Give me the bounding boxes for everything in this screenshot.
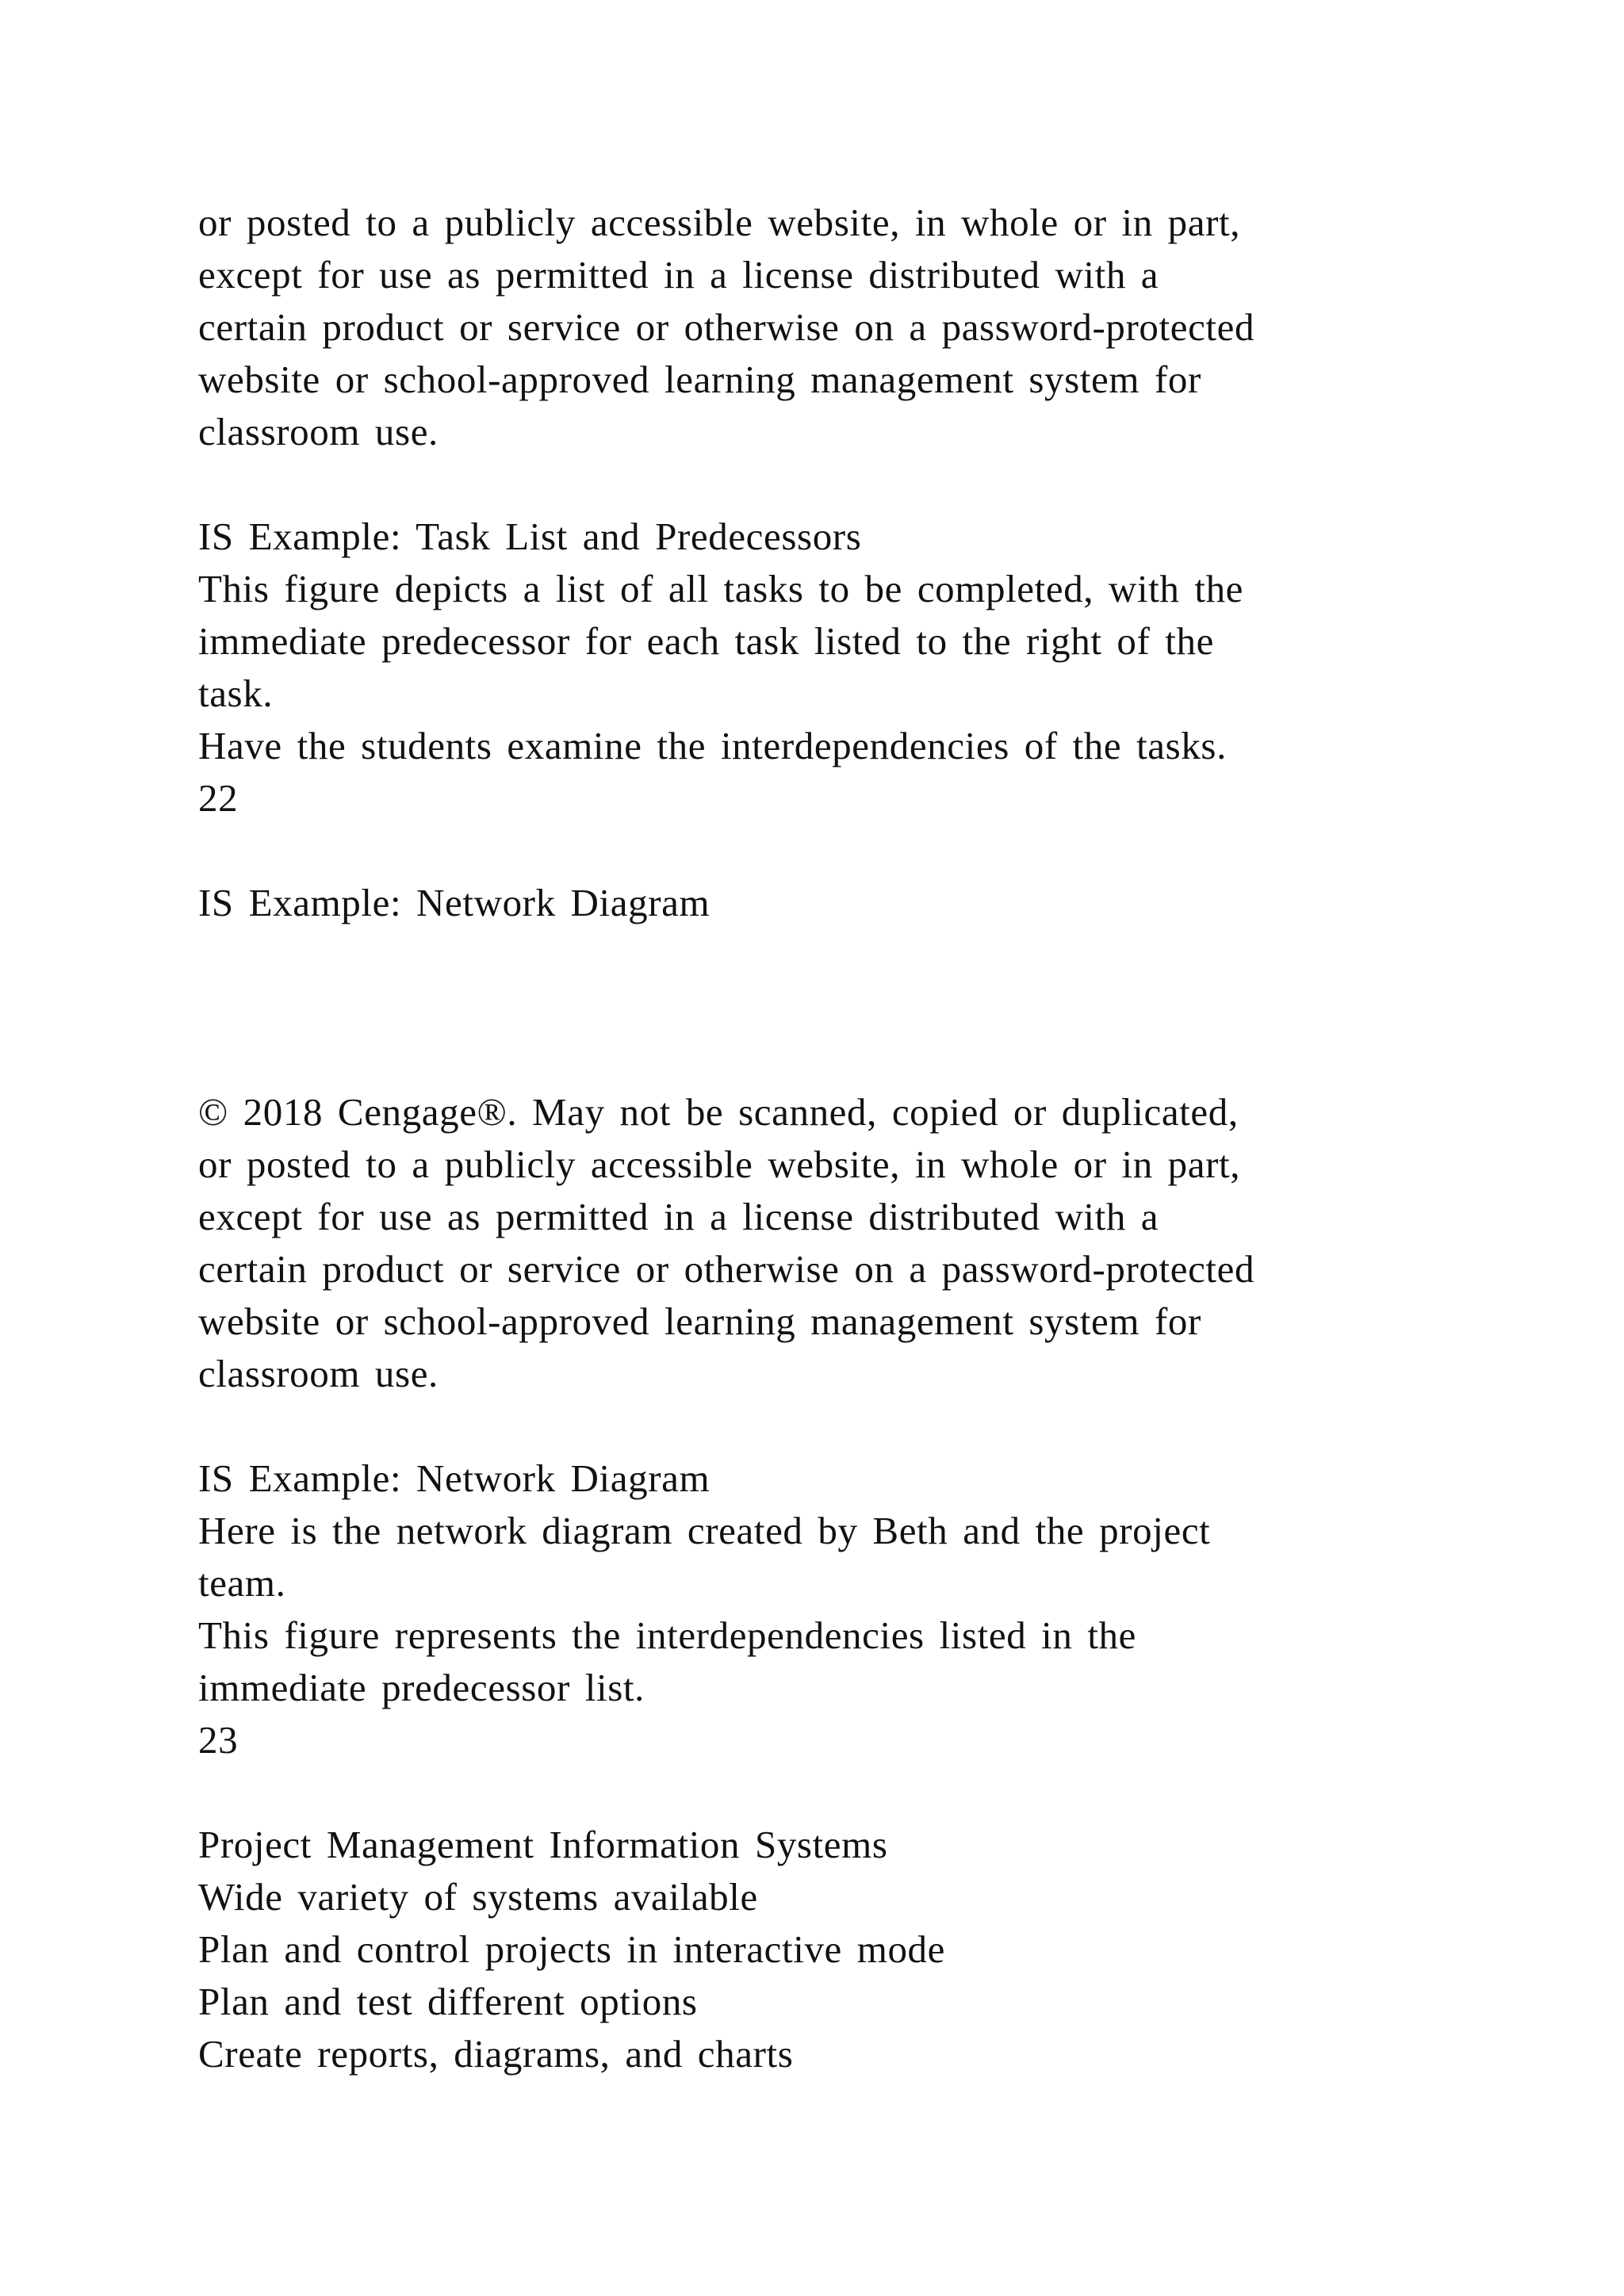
text-line-2: except for use as permitted in a license distributed with a [198,253,1159,297]
text-line-11: Have the students examine the interdependencies of the tasks. [198,724,1227,767]
text-line-1: or posted to a publicly accessible website, in whole or in part, [198,201,1241,244]
section-heading-pmis: Project Management Information Systems [198,1823,888,1866]
bullet-line-2: Plan and control projects in interactive mode [198,1927,946,1971]
section-heading-network-diagram-2: IS Example: Network Diagram [198,1456,710,1500]
text-line-8: This figure depicts a list of all tasks to be completed, with the [198,567,1244,610]
text-line-5: classroom use. [198,410,439,453]
text-line-3: certain product or service or otherwise on a password-protected [198,305,1255,349]
text-line-21: certain product or service or otherwise on a password-protected [198,1247,1255,1291]
bullet-line-1: Wide variety of systems available [198,1875,758,1919]
page-number-22: 22 [198,776,239,820]
text-line-10: task. [198,672,274,715]
text-line-27: team. [198,1561,286,1605]
text-line-22: website or school-approved learning management system for [198,1299,1201,1343]
bullet-line-3: Plan and test different options [198,1980,698,2023]
page-number-23: 23 [198,1718,239,1762]
bullet-line-4: Create reports, diagrams, and charts [198,2032,794,2076]
text-line-23: classroom use. [198,1352,439,1395]
text-line-20: except for use as permitted in a license distributed with a [198,1195,1159,1238]
text-line-26: Here is the network diagram created by Beth and the project [198,1509,1211,1552]
section-heading-task-list: IS Example: Task List and Predecessors [198,515,862,558]
text-line-19: or posted to a publicly accessible website, in whole or in part, [198,1142,1241,1186]
text-line-29: immediate predecessor list. [198,1666,645,1709]
text-line-28: This figure represents the interdependencies listed in the [198,1613,1137,1657]
text-line-4: website or school-approved learning management system for [198,358,1201,401]
section-heading-network-diagram: IS Example: Network Diagram [198,881,710,924]
copyright-line: © 2018 Cengage®. May not be scanned, copied or duplicated, [198,1090,1239,1134]
text-line-9: immediate predecessor for each task listed to the right of the [198,619,1214,663]
